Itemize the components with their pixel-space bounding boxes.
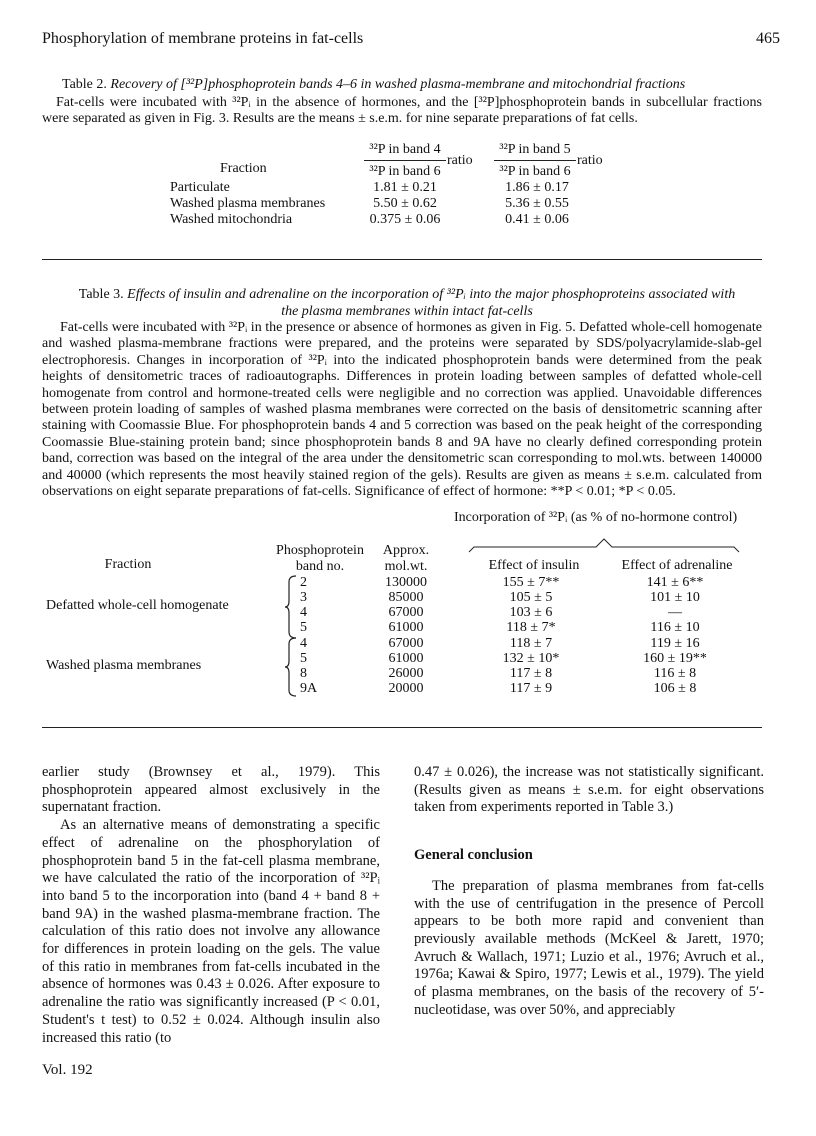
table3-insulin: 132 ± 10*: [502, 651, 560, 666]
table3-mw: 61000: [388, 651, 424, 666]
table3-insulin: 105 ± 5: [509, 590, 553, 605]
section-heading: General conclusion: [414, 847, 533, 864]
table3-insulin: 155 ± 7**: [502, 575, 560, 590]
table3-brace-homogenate: [284, 574, 298, 640]
table2-row-fraction: Particulate: [170, 180, 230, 195]
table3-title-line2: the plasma membranes within intact fat-cells: [281, 304, 533, 319]
table2-row-fraction: Washed plasma membranes: [170, 196, 326, 211]
table3-adrenaline: 160 ± 19**: [643, 651, 707, 666]
table3-band: 4: [300, 636, 307, 651]
table3-adrenaline: 116 ± 10: [650, 620, 700, 635]
table2-title: [62, 76, 762, 93]
table3-insulin: 103 ± 6: [509, 605, 553, 620]
left-para-1: earlier study (Brownsey et al., 1979). This phosphoprotein appeared almost exclusively in the supernatant fraction.: [42, 764, 380, 816]
table2-bottom-rule: [42, 259, 762, 260]
table3-band: 4: [300, 605, 307, 620]
table3-adrenaline: 141 ± 6**: [646, 575, 704, 590]
table2-ratio2-bar: [494, 160, 576, 161]
table3-mw: 130000: [385, 575, 427, 590]
table3-mw: 61000: [388, 620, 424, 635]
table3-group-plasma-membranes: Washed plasma membranes: [46, 658, 202, 673]
table3-header-mw-1: Approx.: [382, 543, 430, 558]
table3-bottom-rule: [42, 727, 762, 728]
table3-band: 8: [300, 666, 307, 681]
table2-ratio2-numerator: ³²P in band 5: [499, 142, 571, 157]
table3-adrenaline: 116 ± 8: [653, 666, 697, 681]
table2-title-text: Recovery of [³²P]phosphoprotein bands 4–6 in washed plasma-membrane and mitochondrial fractions: [110, 77, 686, 92]
running-title: Phosphorylation of membrane proteins in fat-cells: [42, 30, 364, 47]
table3-insulin: 118 ± 7*: [506, 620, 556, 635]
table2-row-ratio2: 1.86 ± 0.17: [505, 180, 569, 195]
table3-title: [42, 286, 772, 320]
table3-band: 2: [300, 575, 307, 590]
table2-ratio1-bar: [364, 160, 446, 161]
left-para-2: As an alternative means of demonstrating a specific effect of adrenaline on the phosphorylation of phosphoprotein band 5 in the fat-cell plasma membrane, we have calculated the ratio of the incorporation of ³²Pᵢ into band 5 to the incorporation into (band 4 + band 8 + band 9A) in the washed plasma-membrane fraction. The calculation of this ratio does not involve any allowance for differences in protein loading on the gels. The value of this ratio in membranes from fat-cells incubated in the absence of hormones was 0.43 ± 0.026. After exposure to adrenaline the ratio was significantly increased (P < 0.01, Student's t test) to 0.52 ± 0.024. Although insulin also increased this ratio (to: [42, 817, 380, 1046]
table2-row-ratio2: 5.36 ± 0.55: [505, 196, 569, 211]
table2-ratio1-word: ratio: [447, 153, 473, 168]
table2-header-fraction: Fraction: [220, 161, 267, 176]
table3-adrenaline: 119 ± 16: [650, 636, 700, 651]
table3-adrenaline: —: [668, 605, 682, 620]
table3-band: 9A: [300, 681, 318, 696]
table3-header-band-2: band no.: [295, 559, 345, 574]
table2-caption: Fat-cells were incubated with ³²Pᵢ in the absence of hormones, and the [³²P]phosphoprotein bands in subcellular fractions were separated as given in Fig. 3. Results are the means ± s.e.m. for nine separate preparations of fat cells.: [42, 95, 762, 127]
footer-volume: Vol. 192: [42, 1062, 93, 1078]
table3-adrenaline: 106 ± 8: [653, 681, 697, 696]
table3-mw: 26000: [388, 666, 424, 681]
right-para-2: The preparation of plasma membranes from fat-cells with the use of centrifugation in the presence of Percoll appears to be both more rapid and convenient than previously available methods (McKeel & Jarett, 1970; Avruch & Wallach, 1971; Luzio et al., 1976; Avruch et al., 1976a; Kawai & Spiro, 1977; Lewis et al., 1979). The yield of plasma membranes, on the basis of the recovery of 5′-nucleotidase, was over 50%, and appreciably: [414, 877, 764, 1018]
table2-label: Table 2.: [62, 77, 107, 92]
table2-ratio1-numerator: ³²P in band 4: [369, 142, 441, 157]
table3-mw: 20000: [388, 681, 424, 696]
right-para-1: 0.47 ± 0.026), the increase was not statistically significant. (Results given as means ± s.e.m. for eight observations taken from experiments reported in Table 3.): [414, 764, 764, 816]
table2-ratio1-denominator: ³²P in band 6: [369, 164, 441, 179]
table3-mw: 67000: [388, 605, 424, 620]
page-number: 465: [756, 30, 780, 47]
table2-row-fraction: Washed mitochondria: [170, 212, 293, 227]
table3-column-span-brace: [468, 537, 740, 553]
table2-row-ratio1: 1.81 ± 0.21: [373, 180, 437, 195]
table3-band: 5: [300, 651, 307, 666]
table3-mw: 67000: [388, 636, 424, 651]
table3-insulin: 118 ± 7: [509, 636, 553, 651]
table3-insulin: 117 ± 9: [509, 681, 553, 696]
table3-adrenaline: 101 ± 10: [650, 590, 700, 605]
table3-header-band-1: Phosphoprotein: [276, 543, 364, 558]
table2-ratio2-denominator: ³²P in band 6: [499, 164, 571, 179]
table3-brace-plasma-membranes: [284, 636, 298, 698]
table2-row-ratio1: 5.50 ± 0.62: [373, 196, 437, 211]
table2-row-ratio1: 0.375 ± 0.06: [369, 212, 441, 227]
table2-ratio2-word: ratio: [577, 153, 603, 168]
table3-band: 3: [300, 590, 307, 605]
table3-caption: Fat-cells were incubated with ³²Pᵢ in the presence or absence of hormones as given in Fig. 5. Defatted whole-cell homogenate and washed plasma-membrane fractions were prepared, and the proteins were separated by SDS/polyacrylamide-slab-gel electrophoresis. Changes in incorporation of ³²Pᵢ into the indicated phosphoprotein bands were determined from the peak heights of densitometric traces of radioautographs. Differences in protein loading between samples of defatted whole-cell homogenate from control and hormone-treated cells were negligible and no correction was applied. Unavoidable differences between protein loading of samples of washed plasma membranes were corrected on the basis of densitometric scanning after staining with Coomassie Blue. For phosphoprotein bands 4 and 5 correction was based on the peak height of the corresponding Coomassie Blue-staining protein band; since phosphoprotein bands 8 and 9A have no clearly defined corresponding protein band, correction was based on the integral of the area under the densitometric scan corresponding to mol.wts. between 140000 and 40000 (which represents the most heavily stained region of the gels). Results are given as means ± s.e.m. calculated from observations on eight separate preparations of fat-cells. Significance of effect of hormone: **P < 0.01; *P < 0.05.: [42, 320, 762, 500]
table3-title-line1: Effects of insulin and adrenaline on the incorporation of ³²Pᵢ into the major phosphoproteins associated with: [127, 287, 736, 302]
table3-band: 5: [300, 620, 307, 635]
table3-insulin: 117 ± 8: [509, 666, 553, 681]
table3-incorporation-header: Incorporation of ³²Pᵢ (as % of no-hormone control): [454, 510, 738, 525]
table3-group-homogenate: Defatted whole-cell homogenate: [46, 598, 229, 613]
table3-label: Table 3.: [78, 287, 124, 302]
table3-header-insulin: Effect of insulin: [488, 558, 580, 573]
table3-mw: 85000: [388, 590, 424, 605]
table3-header-fraction: Fraction: [104, 557, 152, 572]
table2-row-ratio2: 0.41 ± 0.06: [505, 212, 569, 227]
right-column: [414, 764, 764, 1019]
table3-header-adrenaline: Effect of adrenaline: [621, 558, 733, 573]
left-column: [42, 764, 380, 1047]
table3-header-mw-2: mol.wt.: [384, 559, 428, 574]
